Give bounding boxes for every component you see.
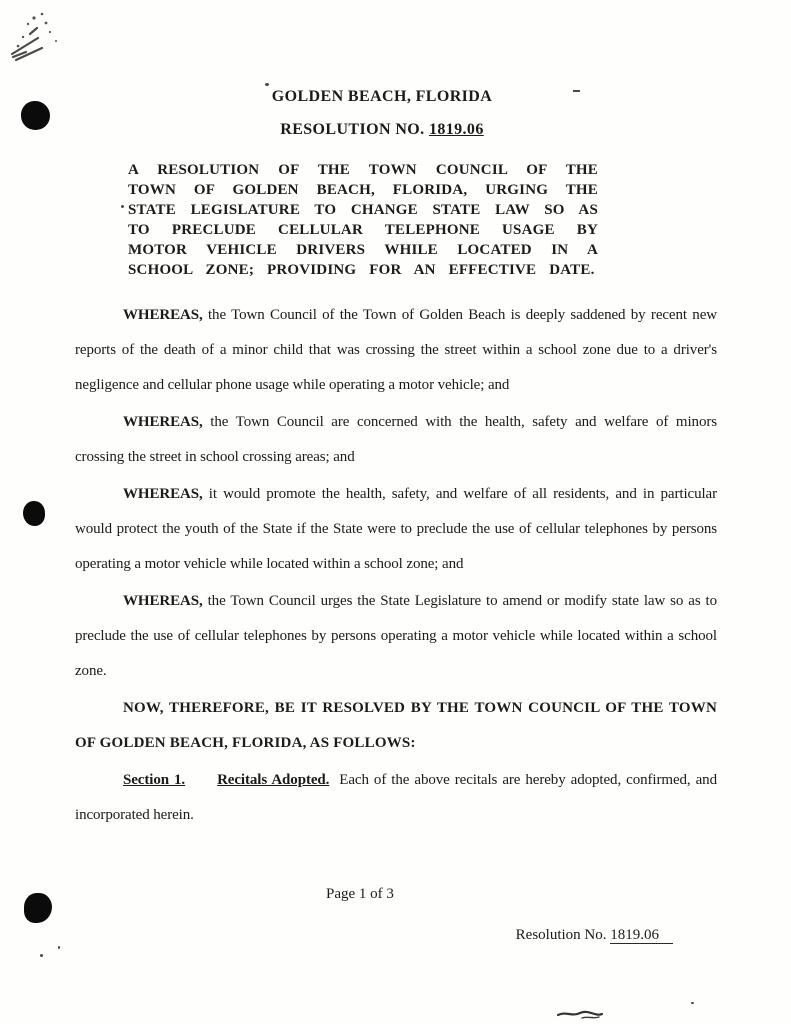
recital-paragraph-3 <box>75 477 717 582</box>
recital-text: the Town Council of the Town of Golden Beach is deeply saddened by recent new reports of the death of a minor child that was crossing the street within a school zone due to a driver's negligence and cellular phone usage while operating a motor vehicle; and <box>75 307 717 393</box>
hole-punch-dot-bottom <box>24 893 52 923</box>
whereas-lead: WHEREAS, <box>123 307 203 323</box>
resolution-caption: A RESOLUTION OF THE TOWN COUNCIL OF THE TOWN OF GOLDEN BEACH, FLORIDA, URGING THE STATE LEGISLATURE TO CHANGE STATE LAW SO AS TO PRECLUDE CELLULAR TELEPHONE USAGE BY MOTOR VEHICLE DRIVERS WHILE LOCATED IN A SCHOOL ZONE; PROVIDING FOR AN EFFECTIVE DATE. <box>128 162 598 278</box>
resolution-number-heading <box>75 121 689 139</box>
whereas-lead: WHEREAS, <box>123 593 203 609</box>
whereas-lead: WHEREAS, <box>123 486 203 502</box>
recital-paragraph-1 <box>75 298 717 403</box>
section-text: Each of the above recitals are hereby adopted, confirmed, and incorporated herein. <box>75 772 717 823</box>
scan-speck <box>691 1002 694 1004</box>
document-body <box>75 88 717 835</box>
footer-resolution-number: 1819.06 <box>610 927 673 944</box>
recital-text: the Town Council urges the State Legislature to amend or modify state law so as to preclude the use of cellular telephones by persons operating a motor vehicle while located within a school zone. <box>75 593 717 679</box>
section-number-label: Section 1. <box>123 772 186 788</box>
recital-text: the Town Council are concerned with the health, safety and welfare of minors crossing the street in school crossing areas; and <box>75 414 717 465</box>
whereas-lead: WHEREAS, <box>123 414 203 430</box>
recital-paragraph-2 <box>75 405 717 475</box>
document-location-heading: GOLDEN BEACH, FLORIDA <box>271 88 493 105</box>
section-1-paragraph <box>75 763 717 833</box>
hole-punch-dot-middle <box>23 501 45 526</box>
scan-speck <box>265 83 269 86</box>
scan-speck <box>40 954 43 957</box>
resolution-number-label: RESOLUTION NO. <box>280 121 429 138</box>
section-title: Recitals Adopted. <box>217 772 330 788</box>
resolved-clause: NOW, THEREFORE, BE IT RESOLVED BY THE TOWN COUNCIL OF THE TOWN OF GOLDEN BEACH, FLORIDA, AS FOLLOWS: <box>75 700 717 751</box>
pencil-scribble-mark <box>4 8 76 72</box>
scan-speck <box>58 946 60 949</box>
footer-resolution-label: Resolution No. <box>515 927 611 943</box>
recital-paragraph-4 <box>75 584 717 689</box>
ink-squiggle-mark <box>556 1008 606 1022</box>
footer-resolution-reference <box>516 927 673 944</box>
resolution-number-value: 1819.06 <box>428 121 484 138</box>
recital-text: it would promote the health, safety, and welfare of all residents, and in particular would protect the youth of the State if the State were to preclude the use of cellular telephones by persons operating a motor vehicle while located within a school zone; and <box>75 486 717 572</box>
page-number-indicator: Page 1 of 3 <box>326 886 394 902</box>
hole-punch-dot-top <box>21 101 50 130</box>
